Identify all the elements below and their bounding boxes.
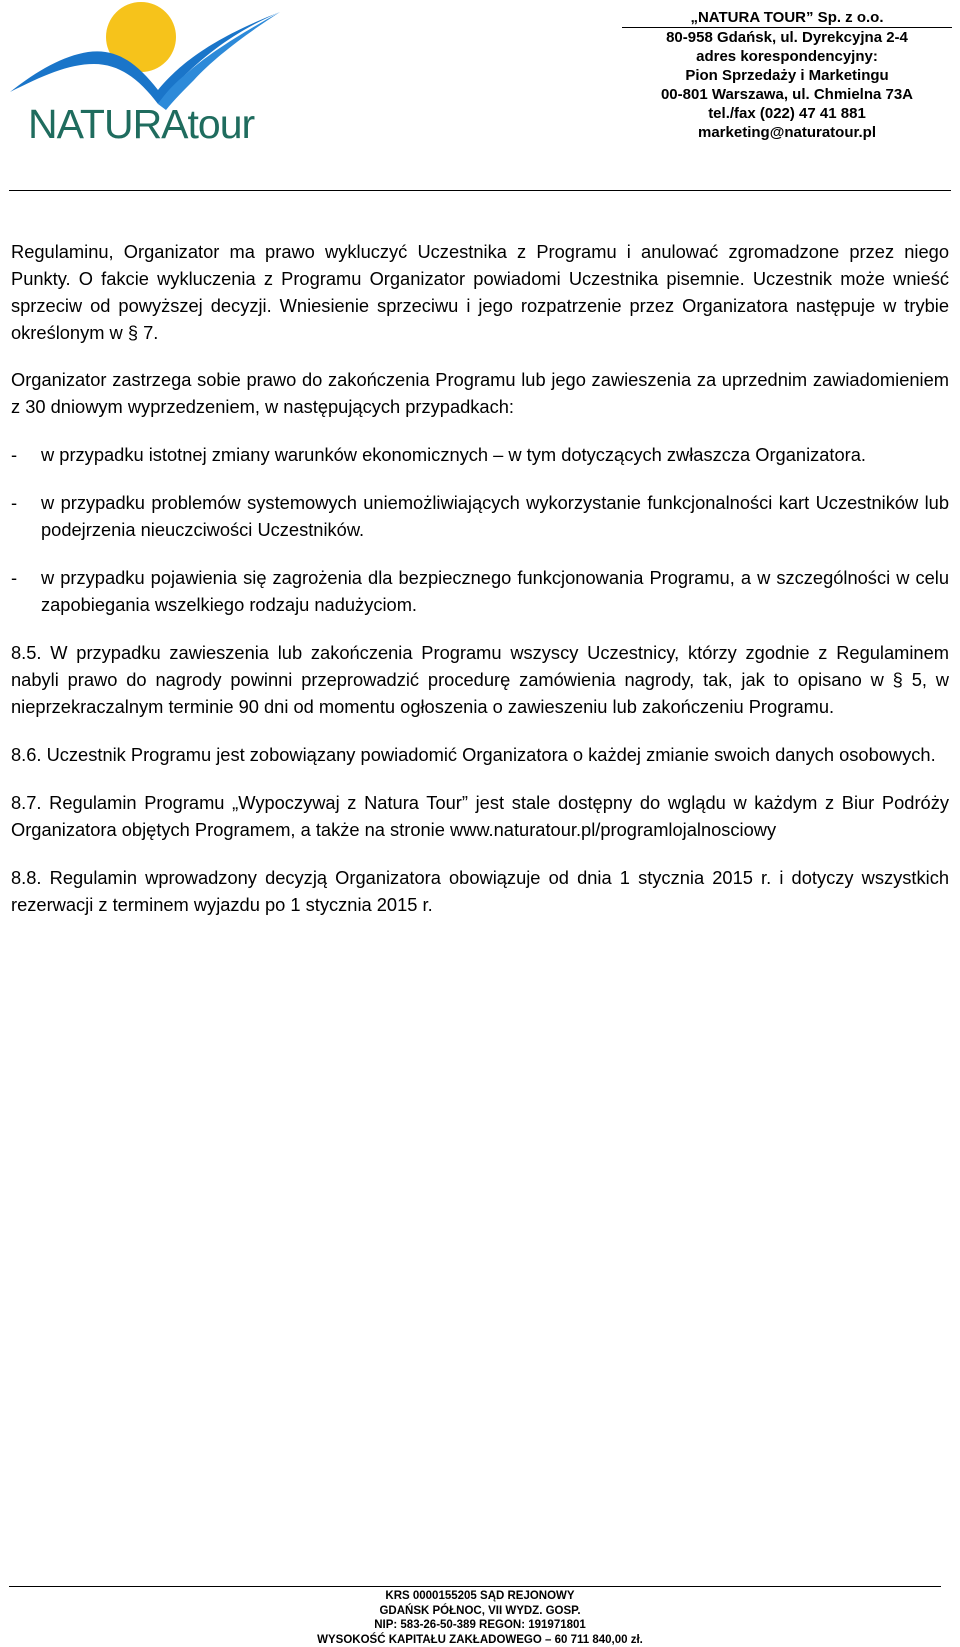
- correspondence-label: adres korespondencyjny:: [696, 48, 878, 65]
- paragraph-exclusion: Regulaminu, Organizator ma prawo wykluczyć Uczestnika z Programu i anulować zgromadzone przez niego Punkty. O fakcie wykluczenia z Programu Organizator powiadomi Uczestnika pisemnie. Uczestnik może wnieść sprzeciw od powyższej decyzji. Wniesienie sprzeciwu i jego rozpatrzenie przez Organizatora następuje w trybie określonym w § 7.: [11, 241, 949, 343]
- section-8-6: 8.6. Uczestnik Programu jest zobowiązany powiadomić Organizatora o każdej zmianie swoich danych osobowych.: [11, 744, 936, 765]
- list-item-text: w przypadku pojawienia się zagrożenia dla bezpiecznego funkcjonowania Programu, a w szczególności w celu zapobiegania wszelkiego rodzaju nadużyciom.: [41, 567, 949, 615]
- list-item: [11, 489, 949, 543]
- company-name: „NATURA TOUR” Sp. z o.o.: [690, 9, 884, 26]
- footer-nip-regon: NIP: 583-26-50-389 REGON: 191971801: [374, 1619, 586, 1632]
- list-item: [11, 441, 949, 468]
- footer-divider: [9, 1586, 941, 1587]
- list-item-text: w przypadku problemów systemowych uniemożliwiających wykorzystanie funkcjonalności kart Uczestników lub podejrzenia nieuczciwości Uczestników.: [41, 492, 949, 540]
- footer-court: GDAŃSK PÓŁNOC, VII WYDZ. GOSP.: [379, 1604, 581, 1617]
- list-item-text: w przypadku istotnej zmiany warunków ekonomicznych – w tym dotyczących zwłaszcza Organizatora.: [41, 444, 867, 465]
- email: marketing@naturatour.pl: [698, 124, 876, 141]
- footer-krs: KRS 0000155205 SĄD REJONOWY: [385, 1590, 575, 1602]
- logo-natura: NATURA: [28, 101, 188, 147]
- company-address: 80-958 Gdańsk, ul. Dyrekcyjna 2-4: [666, 29, 908, 46]
- footer-capital: WYSOKOŚĆ KAPITAŁU ZAKŁADOWEGO – 60 711 840,00 zł.: [317, 1633, 643, 1646]
- header-divider: [9, 190, 951, 191]
- sales-department: Pion Sprzedaży i Marketingu: [685, 67, 889, 84]
- section-8-8: 8.8. Regulamin wprowadzony decyzją Organizatora obowiązuje od dnia 1 stycznia 2015 r. i dotyczy wszystkich rezerwacji z terminem wyjazdu po 1 stycznia 2015 r.: [11, 867, 949, 915]
- logo-tour: tour: [187, 101, 255, 147]
- correspondence-address: 00-801 Warszawa, ul. Chmielna 73A: [660, 86, 914, 103]
- logo-wordmark: [28, 101, 255, 147]
- document-body: [11, 238, 949, 939]
- section-8-7: 8.7. Regulamin Programu „Wypoczywaj z Natura Tour” jest stale dostępny do wglądu w każdym z Biur Podróży Organizatora objętych Programem, a także na stronie www.naturatour.pl/programlojalnosciowy: [11, 792, 949, 840]
- bullet-dash: -: [11, 492, 18, 513]
- phone-fax: tel./fax (022) 47 41 881: [708, 105, 866, 122]
- bullet-dash: -: [11, 444, 18, 465]
- company-info: [622, 8, 952, 142]
- bullet-dash: -: [11, 567, 18, 588]
- paragraph-termination: Organizator zastrzega sobie prawo do zakończenia Programu lub jego zawieszenia za uprzednim zawiadomieniem z 30 dniowym wyprzedzeniem, w następujących przypadkach:: [11, 369, 949, 417]
- footer: [0, 1589, 960, 1647]
- natura-tour-logo: [8, 0, 298, 152]
- section-8-5: 8.5. W przypadku zawieszenia lub zakończenia Programu wszyscy Uczestnicy, którzy zgodnie z Regulaminem nabyli prawo do nagrody powinni przeprowadzić procedurę zamówienia nagrody, tak, jak to opisano w § 5, w nieprzekraczalnym terminie 90 dni od momentu ogłoszenia o zawieszeniu lub zakończeniu Programu.: [11, 642, 949, 717]
- list-item: [11, 564, 949, 618]
